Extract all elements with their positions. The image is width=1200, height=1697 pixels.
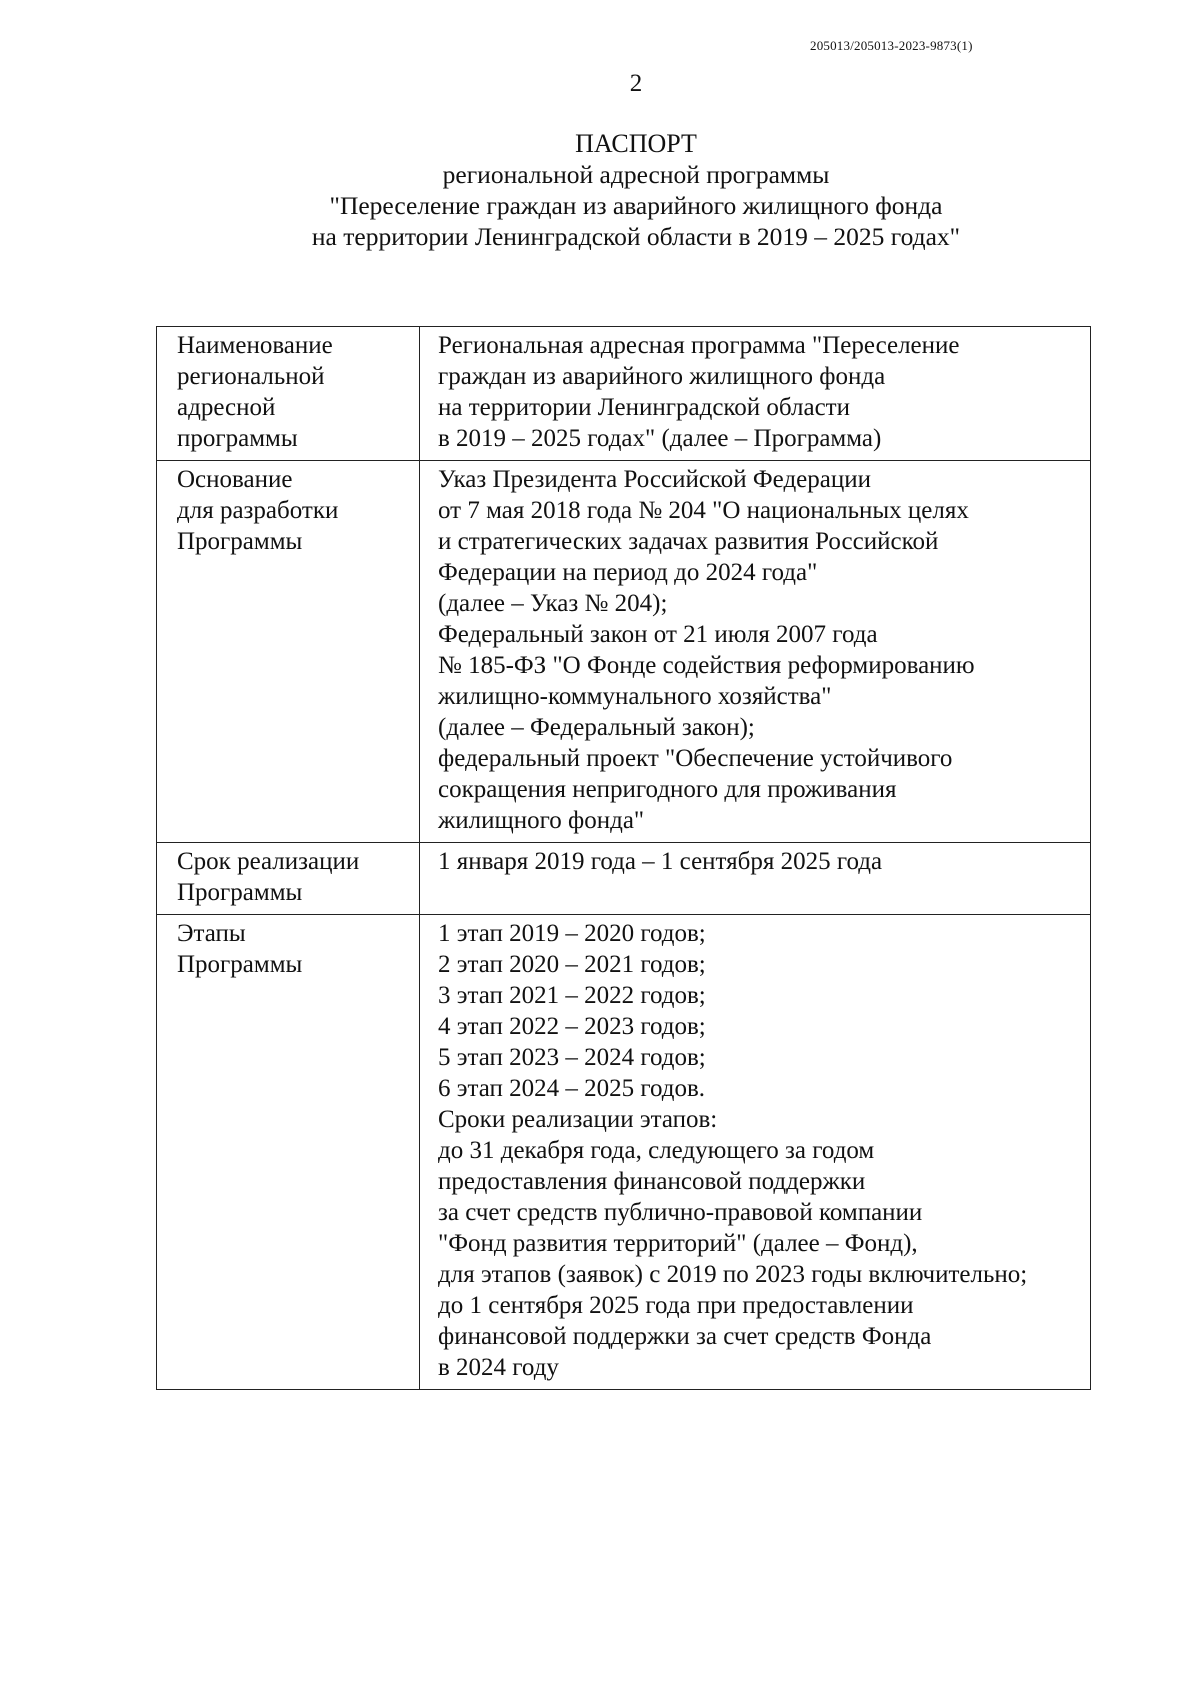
value-line: 1 января 2019 года – 1 сентября 2025 года (438, 848, 883, 875)
passport-table (156, 326, 1091, 1390)
value-line: от 7 мая 2018 года № 204 "О национальных целях (438, 497, 969, 524)
row-value-implementation-period (420, 843, 1091, 915)
row-value-program-name (420, 327, 1091, 461)
label-line: Срок реализации (177, 848, 360, 875)
passport-table-body (157, 327, 1091, 1390)
row-value-legal-basis (420, 461, 1091, 843)
value-line: Региональная адресная программа "Переселение (438, 332, 960, 359)
value-line: и стратегических задачах развития Российской (438, 528, 939, 555)
label-line: региональной (177, 363, 325, 390)
value-line: Указ Президента Российской Федерации (438, 466, 871, 493)
row-label-legal-basis (157, 461, 420, 843)
label-line: Программы (177, 951, 303, 978)
page-number: 2 (629, 70, 643, 97)
document-registration-code: 205013/205013-2023-9873(1) (810, 38, 973, 53)
value-line: (далее – Федеральный закон); (438, 714, 755, 741)
value-line: Федеральный закон от 21 июля 2007 года (438, 621, 878, 648)
label-line: для разработки (177, 497, 339, 524)
value-line: 3 этап 2021 – 2022 годов; (438, 982, 706, 1009)
value-line: 6 этап 2024 – 2025 годов. (438, 1075, 706, 1102)
value-line: Сроки реализации этапов: (438, 1106, 718, 1133)
value-line: 5 этап 2023 – 2024 годов; (438, 1044, 706, 1071)
row-label-program-name (157, 327, 420, 461)
value-line: жилищного фонда" (438, 807, 645, 834)
title-line-program-type: региональной адресной программы (442, 160, 830, 189)
value-line: 1 этап 2019 – 2020 годов; (438, 920, 706, 947)
label-line: Наименование (177, 332, 333, 359)
value-line: 2 этап 2020 – 2021 годов; (438, 951, 706, 978)
value-line: № 185-ФЗ "О Фонде содействия реформированию (438, 652, 975, 679)
value-line: до 1 сентября 2025 года при предоставлении (438, 1292, 914, 1319)
value-line: Федерации на период до 2024 года" (438, 559, 818, 586)
label-line: Основание (177, 466, 293, 493)
value-line: за счет средств публично-правовой компании (438, 1199, 923, 1226)
value-line: 4 этап 2022 – 2023 годов; (438, 1013, 706, 1040)
value-line: (далее – Указ № 204); (438, 590, 668, 617)
label-line: Программы (177, 879, 303, 906)
value-line: на территории Ленинградской области (438, 394, 850, 421)
label-line: адресной (177, 394, 276, 421)
title-line-program-name: "Переселение граждан из аварийного жилищного фонда (329, 191, 943, 220)
table-row-program-stages (157, 915, 1091, 1390)
title-line-program-territory: на территории Ленинградской области в 2019 – 2025 годах" (311, 222, 961, 251)
value-line: в 2024 году (438, 1354, 559, 1381)
label-line: Этапы (177, 920, 246, 947)
label-line: Программы (177, 528, 303, 555)
value-line: граждан из аварийного жилищного фонда (438, 363, 886, 390)
table-row-legal-basis (157, 461, 1091, 843)
row-label-implementation-period (157, 843, 420, 915)
value-line: финансовой поддержки за счет средств Фонда (438, 1323, 932, 1350)
table-row-program-name (157, 327, 1091, 461)
value-line: сокращения непригодного для проживания (438, 776, 897, 803)
value-line: предоставления финансовой поддержки (438, 1168, 866, 1195)
value-line: для этапов (заявок) с 2019 по 2023 годы включительно; (438, 1261, 1028, 1288)
value-line: "Фонд развития территорий" (далее – Фонд), (438, 1230, 918, 1257)
value-line: федеральный проект "Обеспечение устойчивого (438, 745, 953, 772)
table-row-implementation-period (157, 843, 1091, 915)
title-line-passport: ПАСПОРТ (575, 129, 697, 158)
value-line: до 31 декабря года, следующего за годом (438, 1137, 875, 1164)
row-value-program-stages (420, 915, 1091, 1390)
value-line: в 2019 – 2025 годах" (далее – Программа) (438, 425, 882, 452)
label-line: программы (177, 425, 298, 452)
row-label-program-stages (157, 915, 420, 1390)
document-title (0, 128, 1200, 252)
value-line: жилищно-коммунального хозяйства" (438, 683, 832, 710)
